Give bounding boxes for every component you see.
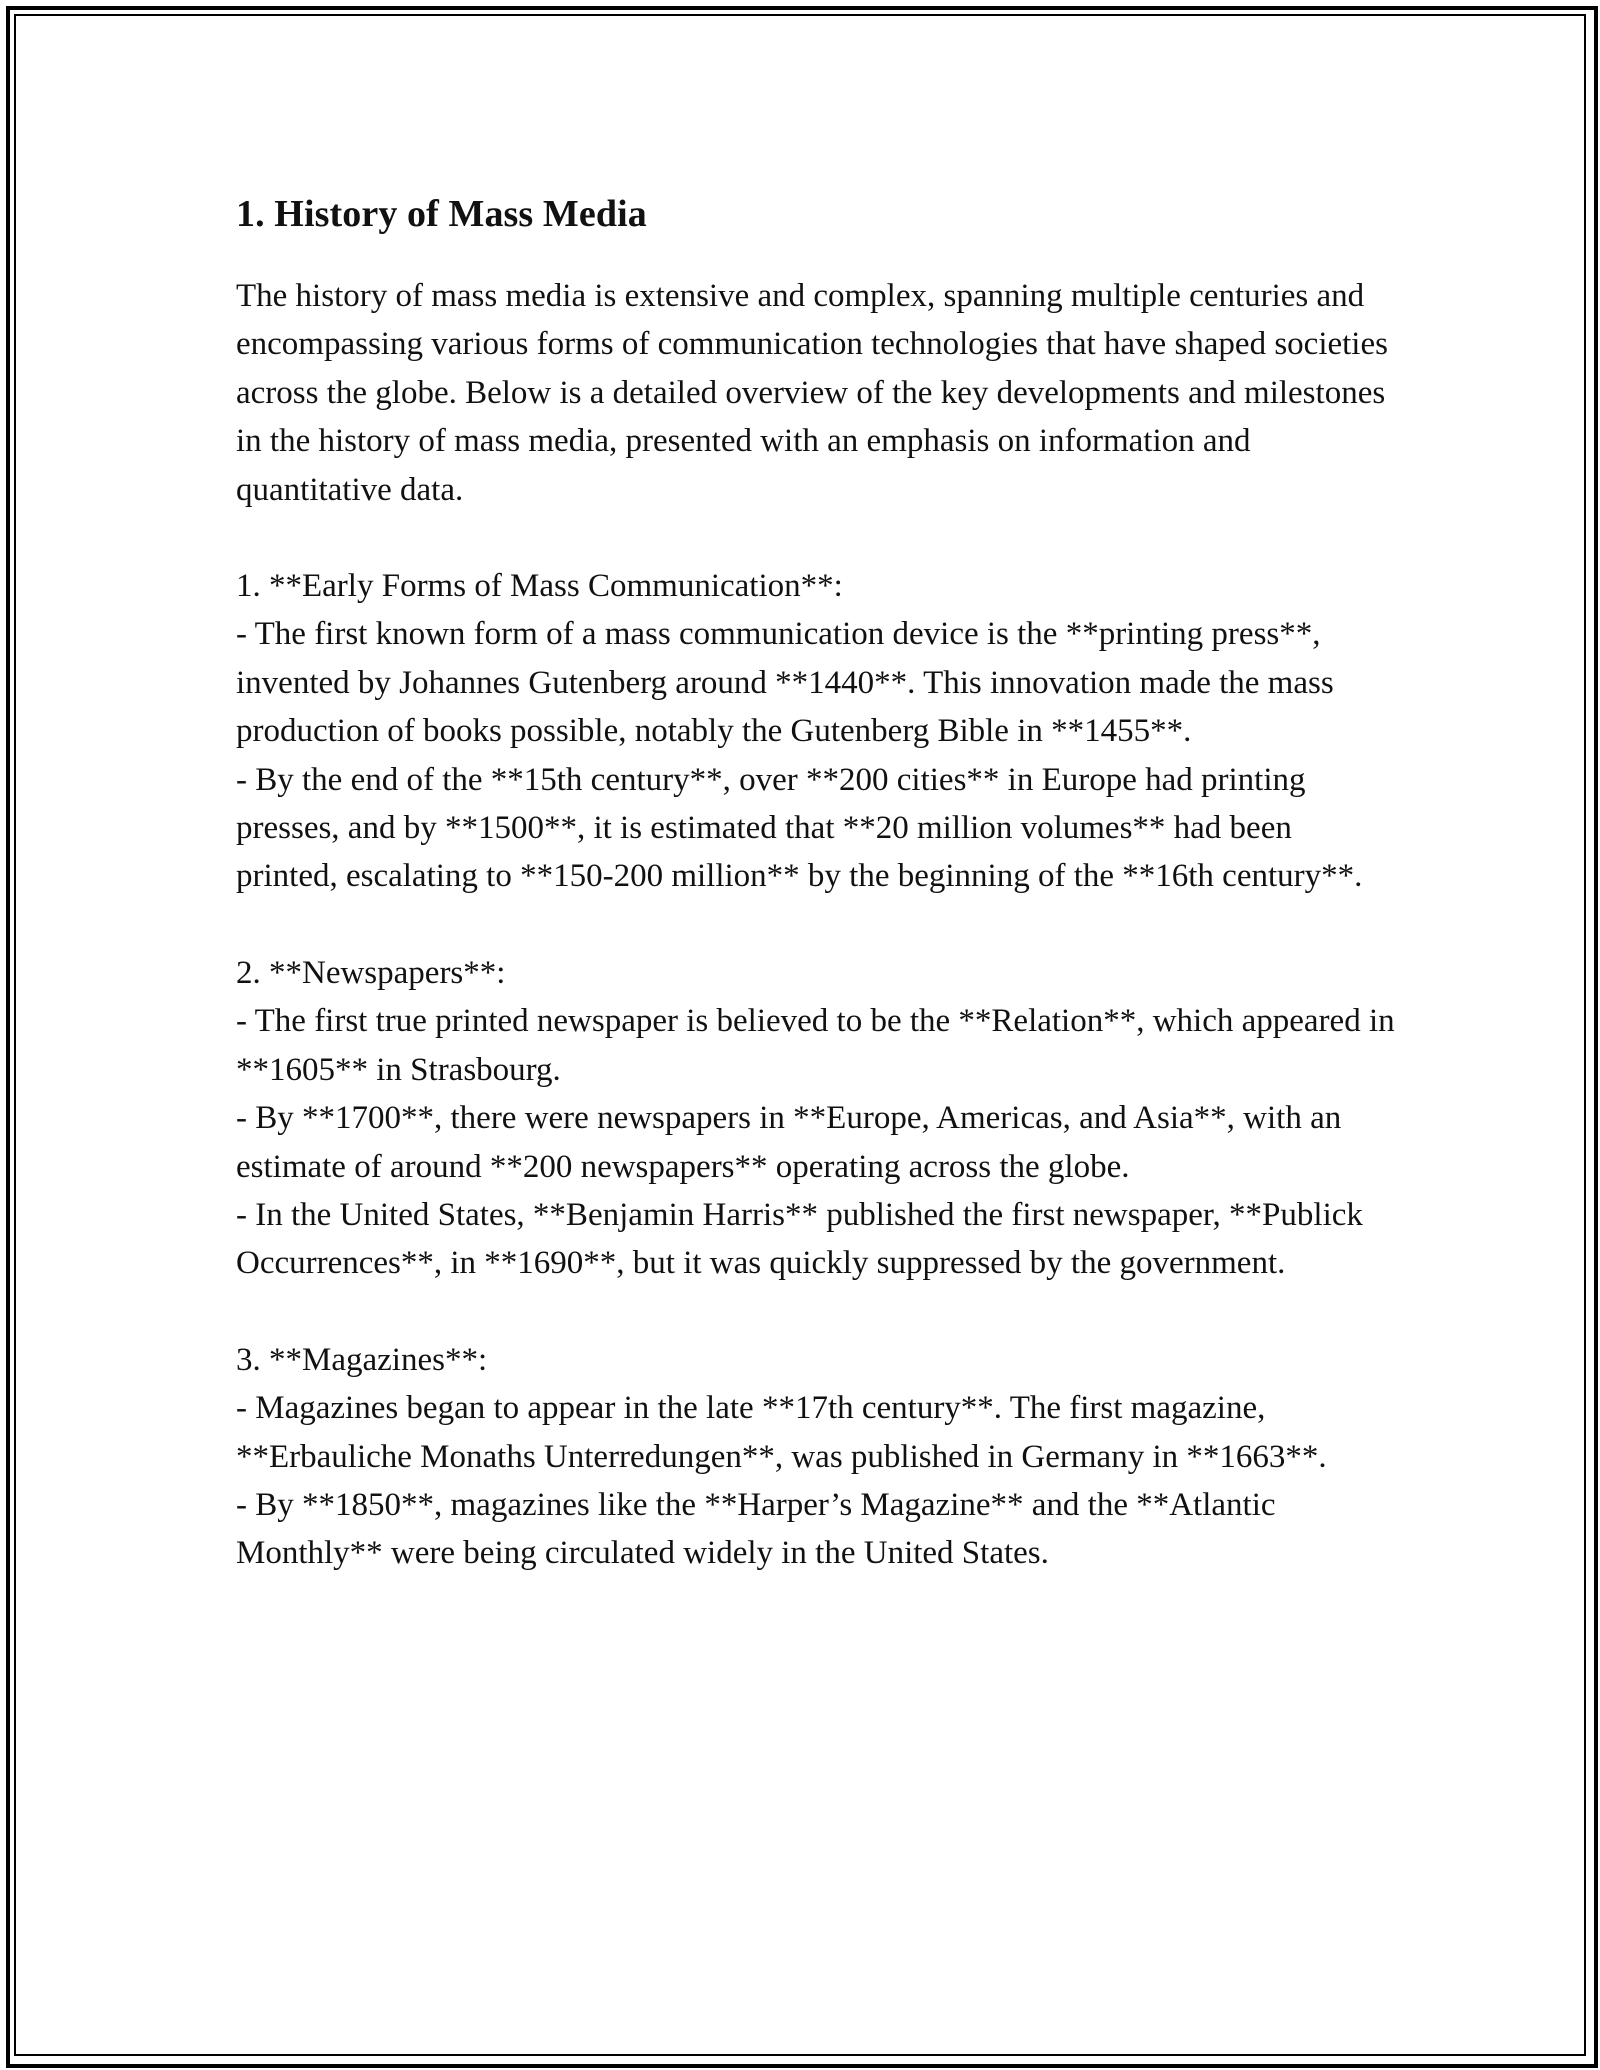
section-early-forms: 1. **Early Forms of Mass Communication**: - The first known form of a mass communication device is the **printing press**, invented by Johannes Gutenberg around **1440**. This innovation made the mass production of books possible, notably the Gutenberg Bible in **1455**. - By the end of the **15th century**, over **200 cities** in Europe had printing presses, and by **1500**, it is estimated that **20 million volumes** had been printed, escalating to **150-200 million** by the beginning of the **16th century**. [236, 568, 1363, 895]
section-newspapers: 2. **Newspapers**: - The first true printed newspaper is believed to be the **Relation**, which appeared in **1605** in Strasbourg. - By **1700**, there were newspapers in **Europe, Americas, and Asia**, with an estimate of around **200 newspapers** operating across the globe. - In the United States, **Benjamin Harris** published the first newspaper, **Publick Occurrences**, in **1690**, but it was quickly suppressed by the government. [236, 954, 1395, 1282]
intro-paragraph: The history of mass media is extensive and complex, spanning multiple centuries and encompassing various forms of communication technologies that have shaped societies across the globe. Below is a detailed overview of the key developments and milestones in the history of mass media, presented with an emphasis on information and quantitative data. [236, 278, 1388, 508]
document-page [236, 186, 1396, 1578]
section-magazines: 3. **Magazines**: - Magazines began to appear in the late **17th century**. The first magazine, **Erbauliche Monaths Unterredungen**, was published in Germany in **1663**. - By **1850**, magazines like the **Harper’s Magazine** and the **Atlantic Monthly** were being circulated widely in the United States. [236, 1341, 1327, 1572]
page-title: 1. History of Mass Media [236, 193, 647, 235]
